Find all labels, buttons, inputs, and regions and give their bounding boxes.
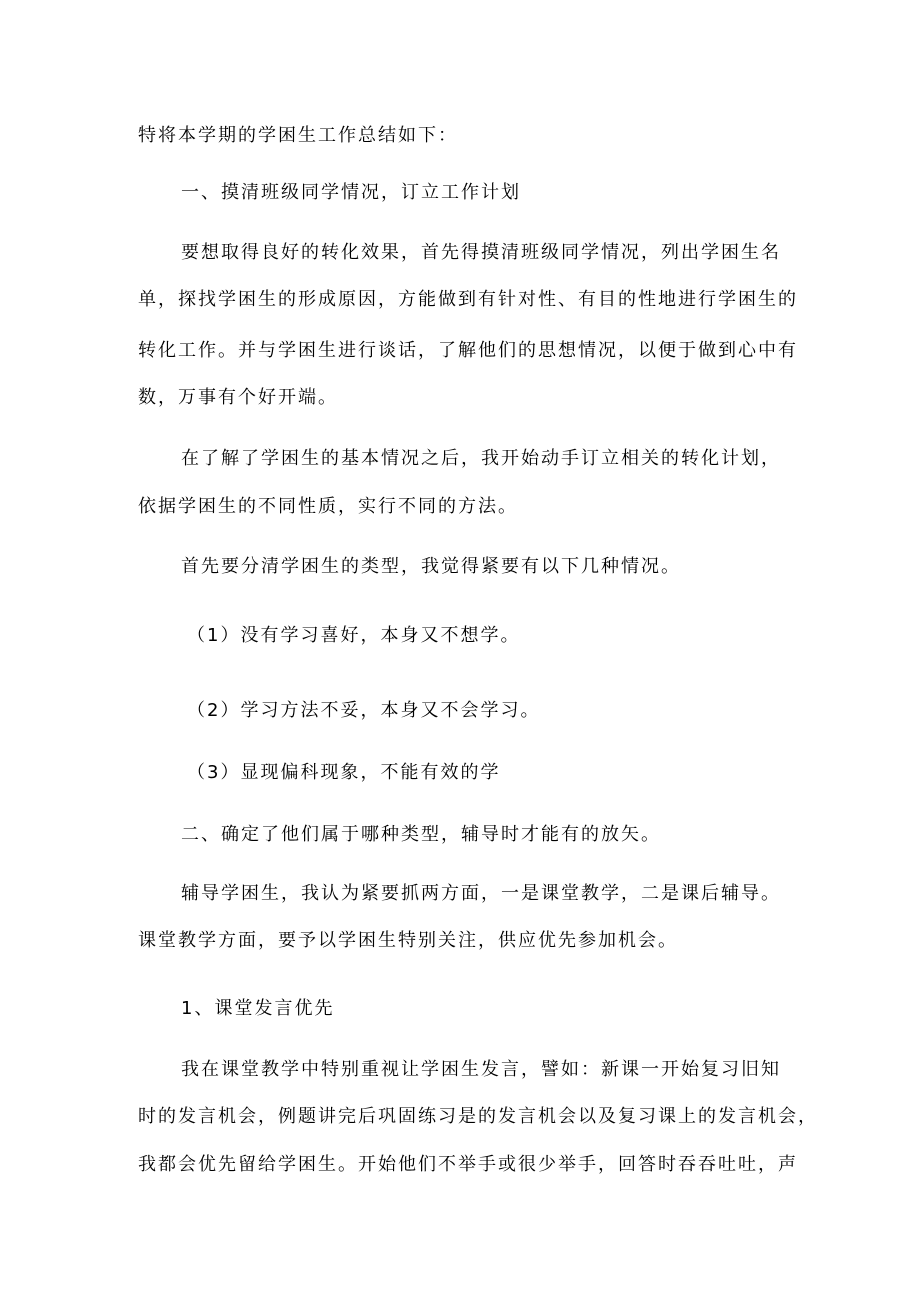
text-line: 要想取得良好的转化效果，首先得摸清班级同学情况，列出学困生名	[181, 242, 781, 263]
text-line: 时的发言机会，例题讲完后巩固练习是的发言机会以及复习课上的发言机会，	[138, 1106, 818, 1127]
list-item: （3）显现偏科现象，不能有效的学	[187, 762, 501, 783]
text-line: 辅导学困生，我认为紧要抓两方面，一是课堂教学，二是课后辅导。	[181, 883, 781, 904]
subsection-heading: 1、课堂发言优先	[181, 998, 335, 1019]
text-line: 课堂教学方面，要予以学困生特别关注，供应优先参加机会。	[138, 930, 678, 951]
text-line: 转化工作。并与学困生进行谈话，了解他们的思想情况，以便于做到心中有	[138, 340, 798, 361]
text-line: 单，探找学困生的形成原因，方能做到有针对性、有目的性地进行学困生的	[138, 289, 798, 310]
list-item: （1）没有学习喜好，本身又不想学。	[187, 625, 521, 646]
text-line: 我都会优先留给学困生。开始他们不举手或很少举手，回答时吞吞吐吐，声	[138, 1154, 798, 1175]
list-item: （2）学习方法不妥，本身又不会学习。	[187, 700, 541, 721]
text-line: 依据学困生的不同性质，实行不同的方法。	[138, 496, 518, 517]
text-line: 数，万事有个好开端。	[138, 387, 338, 408]
section-heading: 一、摸清班级同学情况，订立工作计划	[181, 182, 521, 203]
text-line: 我在课堂教学中特别重视让学困生发言，譬如：新课一开始复习旧知	[181, 1059, 781, 1080]
section-heading: 二、确定了他们属于哪种类型，辅导时才能有的放矢。	[181, 824, 661, 845]
text-line: 特将本学期的学困生工作总结如下：	[138, 125, 458, 146]
text-line: 在了解了学困生的基本情况之后，我开始动手订立相关的转化计划，	[181, 448, 781, 469]
text-line: 首先要分清学困生的类型，我觉得紧要有以下几种情况。	[181, 556, 681, 577]
